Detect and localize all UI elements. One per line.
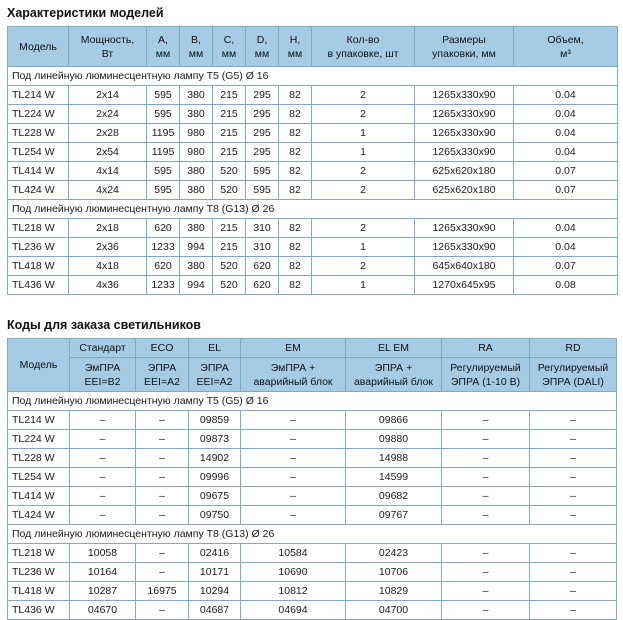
column-subheader: Регулируемый ЭПРА (1-10 В) — [442, 358, 530, 392]
table-cell: 0.04 — [514, 86, 618, 105]
table-cell: – — [530, 563, 617, 582]
table-cell: – — [442, 506, 530, 525]
table-row — [8, 430, 617, 449]
table-cell: 82 — [279, 143, 312, 162]
group-row — [8, 392, 617, 411]
table-cell: 04700 — [346, 601, 442, 620]
table-cell: 520 — [213, 162, 246, 181]
table-cell: 10294 — [189, 582, 241, 601]
table-cell: 09859 — [189, 411, 241, 430]
table-cell: 10812 — [241, 582, 346, 601]
specs-table — [7, 26, 618, 295]
model-cell: TL418 W — [8, 257, 69, 276]
table-cell: 2x24 — [69, 105, 147, 124]
table-cell: 1265x330x90 — [415, 105, 514, 124]
column-header: Размеры упаковки, мм — [415, 27, 514, 67]
group-row — [8, 67, 618, 86]
table-row — [8, 601, 617, 620]
table-cell: 10171 — [189, 563, 241, 582]
table-cell: 82 — [279, 162, 312, 181]
column-header: В, мм — [180, 27, 213, 67]
table-cell: 380 — [180, 257, 213, 276]
table-cell: 10584 — [241, 544, 346, 563]
table-cell: 0.04 — [514, 143, 618, 162]
table-row — [8, 544, 617, 563]
column-header: ECO — [136, 339, 189, 358]
model-cell: TL214 W — [8, 86, 69, 105]
column-subheader: ЭмПРА EEI=B2 — [70, 358, 136, 392]
table-cell: 09750 — [189, 506, 241, 525]
table-cell: 10690 — [241, 563, 346, 582]
table-cell: – — [442, 601, 530, 620]
model-cell: TL214 W — [8, 411, 70, 430]
table-cell: 1 — [312, 238, 415, 257]
model-cell: TL436 W — [8, 601, 70, 620]
table-cell: 380 — [180, 181, 213, 200]
table-cell: 09996 — [189, 468, 241, 487]
column-header: Модель — [8, 27, 69, 67]
specs-title: Характеристики моделей — [7, 6, 164, 20]
table-cell: 1265x330x90 — [415, 143, 514, 162]
group-row — [8, 525, 617, 544]
model-cell: TL224 W — [8, 105, 69, 124]
table-cell: 14988 — [346, 449, 442, 468]
table-cell: 520 — [213, 257, 246, 276]
model-cell: TL218 W — [8, 544, 70, 563]
table-cell: 980 — [180, 124, 213, 143]
table-cell: – — [136, 506, 189, 525]
table-cell: 625x620x180 — [415, 162, 514, 181]
table-cell: – — [241, 506, 346, 525]
table-cell: – — [241, 411, 346, 430]
table-cell: – — [70, 468, 136, 487]
table-cell: 82 — [279, 238, 312, 257]
table-cell: – — [530, 544, 617, 563]
column-header: D, мм — [246, 27, 279, 67]
table-cell: – — [136, 563, 189, 582]
table-cell: 994 — [180, 238, 213, 257]
table-cell: 16975 — [136, 582, 189, 601]
table-cell: 1265x330x90 — [415, 86, 514, 105]
table-cell: 0.04 — [514, 238, 618, 257]
table-cell: 2 — [312, 86, 415, 105]
model-cell: TL424 W — [8, 506, 70, 525]
table-cell: 625x620x180 — [415, 181, 514, 200]
table-cell: 04670 — [70, 601, 136, 620]
table-row — [8, 411, 617, 430]
model-cell: TL236 W — [8, 563, 70, 582]
table-cell: 994 — [180, 276, 213, 295]
table-cell: 520 — [213, 276, 246, 295]
table-cell: – — [530, 506, 617, 525]
model-cell: TL424 W — [8, 181, 69, 200]
table-cell: 82 — [279, 257, 312, 276]
table-cell: – — [442, 544, 530, 563]
table-cell: – — [241, 449, 346, 468]
table-row — [8, 124, 618, 143]
table-cell: 1265x330x90 — [415, 124, 514, 143]
table-cell: 215 — [213, 105, 246, 124]
table-cell: – — [442, 430, 530, 449]
table-cell: 2x36 — [69, 238, 147, 257]
table-cell: 2x14 — [69, 86, 147, 105]
table-cell: 09866 — [346, 411, 442, 430]
table-cell: – — [442, 468, 530, 487]
table-cell: 595 — [147, 105, 180, 124]
group-label: Под линейную люминесцентную лампу Т5 (G5) Ø 16 — [8, 392, 617, 411]
table-cell: – — [136, 411, 189, 430]
column-subheader: ЭмПРА + аварийный блок — [241, 358, 346, 392]
table-cell: 4x18 — [69, 257, 147, 276]
table-cell: 215 — [213, 143, 246, 162]
table-row — [8, 238, 618, 257]
table-cell: 04694 — [241, 601, 346, 620]
table-cell: 595 — [147, 162, 180, 181]
table-cell: 980 — [180, 143, 213, 162]
table-cell: 82 — [279, 86, 312, 105]
group-label: Под линейную люминесцентную лампу Т8 (G13) Ø 26 — [8, 525, 617, 544]
column-header: Мощность, Вт — [69, 27, 147, 67]
table-cell: 2 — [312, 181, 415, 200]
table-row — [8, 276, 618, 295]
table-cell: 02416 — [189, 544, 241, 563]
table-cell: 0.08 — [514, 276, 618, 295]
table-cell: 310 — [246, 219, 279, 238]
group-row — [8, 200, 618, 219]
table-cell: 1 — [312, 124, 415, 143]
table-cell: 2x28 — [69, 124, 147, 143]
table-cell: 1233 — [147, 238, 180, 257]
table-row — [8, 105, 618, 124]
table-cell: 02423 — [346, 544, 442, 563]
table-cell: – — [70, 449, 136, 468]
table-cell: 10164 — [70, 563, 136, 582]
table-cell: – — [136, 544, 189, 563]
table-row — [8, 449, 617, 468]
table-cell: 2 — [312, 257, 415, 276]
table-cell: 620 — [246, 276, 279, 295]
table-cell: – — [136, 487, 189, 506]
model-cell: TL436 W — [8, 276, 69, 295]
table-cell: 2x18 — [69, 219, 147, 238]
column-header: EM — [241, 339, 346, 358]
table-cell: – — [530, 487, 617, 506]
table-cell: 0.07 — [514, 257, 618, 276]
table-cell: 82 — [279, 124, 312, 143]
codes-body — [8, 392, 617, 620]
table-cell: 310 — [246, 238, 279, 257]
table-cell: 295 — [246, 105, 279, 124]
table-cell: 215 — [213, 124, 246, 143]
column-header: RD — [530, 339, 617, 358]
table-cell: 2x54 — [69, 143, 147, 162]
table-cell: 595 — [147, 181, 180, 200]
column-subheader: ЭПРА EEI=A2 — [189, 358, 241, 392]
table-cell: – — [442, 487, 530, 506]
table-row — [8, 468, 617, 487]
model-cell: TL414 W — [8, 487, 70, 506]
table-cell: 0.04 — [514, 124, 618, 143]
table-cell: 82 — [279, 105, 312, 124]
table-cell: – — [70, 487, 136, 506]
table-cell: – — [241, 487, 346, 506]
table-cell: 1270x645x95 — [415, 276, 514, 295]
table-cell: – — [442, 411, 530, 430]
codes-title: Коды для заказа светильников — [7, 318, 201, 332]
column-subheader: ЭПРА + аварийный блок — [346, 358, 442, 392]
column-header: С, мм — [213, 27, 246, 67]
table-cell: – — [241, 468, 346, 487]
table-row — [8, 143, 618, 162]
table-row — [8, 219, 618, 238]
table-cell: 1233 — [147, 276, 180, 295]
table-cell: 620 — [246, 257, 279, 276]
table-cell: 595 — [246, 162, 279, 181]
table-cell: 4x14 — [69, 162, 147, 181]
table-cell: 1265x330x90 — [415, 238, 514, 257]
table-cell: 1 — [312, 143, 415, 162]
table-cell: – — [530, 468, 617, 487]
table-cell: – — [530, 582, 617, 601]
table-cell: 0.04 — [514, 105, 618, 124]
table-row — [8, 257, 618, 276]
table-cell: 1195 — [147, 124, 180, 143]
table-cell: 82 — [279, 276, 312, 295]
column-header: RA — [442, 339, 530, 358]
specs-header-row — [8, 27, 618, 67]
table-cell: 595 — [147, 86, 180, 105]
column-header: Н, мм — [279, 27, 312, 67]
table-cell: 10287 — [70, 582, 136, 601]
table-cell: – — [530, 430, 617, 449]
table-row — [8, 487, 617, 506]
table-cell: – — [530, 601, 617, 620]
table-cell: 215 — [213, 86, 246, 105]
codes-table — [7, 338, 617, 620]
table-cell: 295 — [246, 124, 279, 143]
table-cell: 04687 — [189, 601, 241, 620]
model-column-header: Модель — [8, 339, 70, 392]
table-cell: 620 — [147, 257, 180, 276]
table-cell: 4x24 — [69, 181, 147, 200]
table-cell: 2 — [312, 219, 415, 238]
column-header: Кол-во в упаковке, шт — [312, 27, 415, 67]
model-cell: TL418 W — [8, 582, 70, 601]
table-row — [8, 582, 617, 601]
column-header: EL — [189, 339, 241, 358]
column-header: Стандарт — [70, 339, 136, 358]
column-subheader: ЭПРА EEI=A2 — [136, 358, 189, 392]
table-row — [8, 86, 618, 105]
model-cell: TL254 W — [8, 468, 70, 487]
table-cell: 82 — [279, 219, 312, 238]
column-subheader: Регулируемый ЭПРА (DALI) — [530, 358, 617, 392]
table-cell: 82 — [279, 181, 312, 200]
table-cell: – — [530, 449, 617, 468]
table-cell: – — [530, 411, 617, 430]
table-cell: – — [70, 411, 136, 430]
table-cell: 0.04 — [514, 219, 618, 238]
table-cell: 09682 — [346, 487, 442, 506]
table-cell: 380 — [180, 105, 213, 124]
table-row — [8, 162, 618, 181]
table-row — [8, 563, 617, 582]
table-cell: 09880 — [346, 430, 442, 449]
column-header: EL EM — [346, 339, 442, 358]
table-row — [8, 181, 618, 200]
group-label: Под линейную люминесцентную лампу Т5 (G5) Ø 16 — [8, 67, 618, 86]
model-cell: TL228 W — [8, 449, 70, 468]
table-cell: – — [442, 563, 530, 582]
table-cell: 09675 — [189, 487, 241, 506]
table-cell: 620 — [147, 219, 180, 238]
table-cell: 10829 — [346, 582, 442, 601]
table-cell: 520 — [213, 181, 246, 200]
table-cell: – — [241, 430, 346, 449]
table-cell: 595 — [246, 181, 279, 200]
column-header: Объем, м³ — [514, 27, 618, 67]
table-cell: – — [442, 449, 530, 468]
table-cell: 14902 — [189, 449, 241, 468]
codes-header-row-2 — [8, 358, 617, 392]
model-cell: TL414 W — [8, 162, 69, 181]
table-cell: – — [70, 430, 136, 449]
table-cell: 2 — [312, 162, 415, 181]
table-cell: 2 — [312, 105, 415, 124]
model-cell: TL218 W — [8, 219, 69, 238]
table-cell: 380 — [180, 162, 213, 181]
table-cell: – — [70, 506, 136, 525]
specs-body — [8, 67, 618, 295]
table-cell: 0.07 — [514, 181, 618, 200]
table-cell: 645x640x180 — [415, 257, 514, 276]
column-header: А, мм — [147, 27, 180, 67]
table-cell: 10058 — [70, 544, 136, 563]
table-cell: – — [136, 430, 189, 449]
table-cell: 10706 — [346, 563, 442, 582]
table-cell: 0.07 — [514, 162, 618, 181]
table-cell: – — [136, 601, 189, 620]
table-cell: 09873 — [189, 430, 241, 449]
table-cell: 09767 — [346, 506, 442, 525]
table-cell: 295 — [246, 86, 279, 105]
table-cell: 215 — [213, 219, 246, 238]
table-cell: 1265x330x90 — [415, 219, 514, 238]
table-cell: 380 — [180, 86, 213, 105]
table-cell: 14599 — [346, 468, 442, 487]
table-cell: 1195 — [147, 143, 180, 162]
model-cell: TL236 W — [8, 238, 69, 257]
table-cell: 1 — [312, 276, 415, 295]
codes-header-row-1 — [8, 339, 617, 358]
table-cell: 380 — [180, 219, 213, 238]
model-cell: TL228 W — [8, 124, 69, 143]
table-cell: 215 — [213, 238, 246, 257]
table-cell: – — [136, 449, 189, 468]
table-cell: 295 — [246, 143, 279, 162]
model-cell: TL224 W — [8, 430, 70, 449]
table-cell: – — [136, 468, 189, 487]
table-cell: – — [442, 582, 530, 601]
model-cell: TL254 W — [8, 143, 69, 162]
table-row — [8, 506, 617, 525]
group-label: Под линейную люминесцентную лампу Т8 (G13) Ø 26 — [8, 200, 618, 219]
table-cell: 4x36 — [69, 276, 147, 295]
